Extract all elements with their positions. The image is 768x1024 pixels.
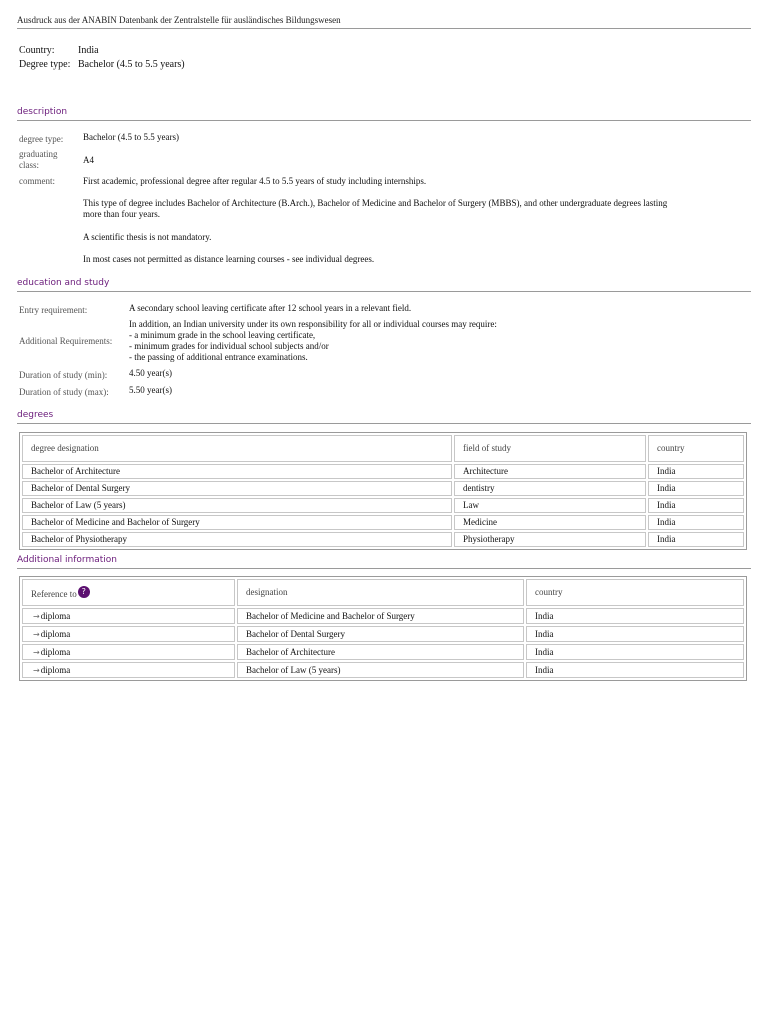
additional-requirements-label: Additional Requirements: [19, 336, 113, 346]
arrow-right-icon: → [33, 629, 40, 639]
desc-degree-type-label: degree type: [19, 134, 64, 144]
graduating-class-label-2: class: [19, 160, 39, 170]
degree-country: India [648, 498, 744, 513]
degree-country: India [648, 532, 744, 547]
comment-paragraph-4: In most cases not permitted as distance learning courses - see individual degrees. [83, 254, 375, 264]
degree-designation: Bachelor of Dental Surgery [22, 481, 452, 496]
arrow-right-icon: → [33, 665, 40, 675]
field-of-study: Architecture [454, 464, 646, 479]
entry-requirement-label: Entry requirement: [19, 305, 88, 315]
comment-paragraph-2-line-1: This type of degree includes Bachelor of Architecture (B.Arch.), Bachelor of Medicine and Bachelor of Surgery (MBBS), and other undergraduate degrees lasting [83, 198, 668, 208]
degree-type-value: Bachelor (4.5 to 5.5 years) [78, 59, 185, 70]
reference-cell [22, 644, 235, 660]
duration-min-label: Duration of study (min): [19, 370, 108, 380]
duration-max-value: 5.50 year(s) [129, 385, 172, 395]
table-row[interactable] [22, 464, 744, 479]
duration-max-label: Duration of study (max): [19, 387, 109, 397]
comment-label: comment: [19, 176, 55, 186]
degree-designation: Bachelor of Law (5 years) [22, 498, 452, 513]
diploma-link[interactable]: diploma [40, 610, 71, 621]
table-row[interactable] [22, 515, 744, 530]
reference-designation: Bachelor of Medicine and Bachelor of Surgery [237, 608, 524, 624]
degree-country: India [648, 464, 744, 479]
section-title-description: description [17, 107, 751, 121]
degree-designation: Bachelor of Medicine and Bachelor of Surgery [22, 515, 452, 530]
additional-header-country: country [526, 579, 744, 606]
summary-block [19, 44, 185, 72]
diploma-link[interactable]: diploma [40, 628, 71, 639]
reference-cell [22, 626, 235, 642]
diploma-link[interactable]: diploma [40, 664, 71, 675]
print-header: Ausdruck aus der ANABIN Datenbank der Zentralstelle für ausländisches Bildungswesen [17, 15, 751, 29]
degrees-header-row [22, 435, 744, 462]
degrees-header-field: field of study [454, 435, 646, 462]
field-of-study: Law [454, 498, 646, 513]
additional-table-box [19, 576, 747, 681]
summary-country-row [19, 44, 185, 58]
reference-cell [22, 662, 235, 678]
reference-designation: Bachelor of Law (5 years) [237, 662, 524, 678]
table-row [22, 644, 744, 660]
graduating-class-label-1: graduating [19, 149, 58, 159]
reference-designation: Bachelor of Dental Surgery [237, 626, 524, 642]
field-of-study: Physiotherapy [454, 532, 646, 547]
reference-country: India [526, 626, 744, 642]
comment-paragraph-3: A scientific thesis is not mandatory. [83, 232, 212, 242]
section-title-degrees: degrees [17, 410, 751, 424]
reference-cell [22, 608, 235, 624]
arrow-right-icon: → [33, 647, 40, 657]
additional-requirements-line-2: - a minimum grade in the school leaving certificate, [129, 330, 316, 340]
help-icon[interactable]: ? [78, 586, 90, 598]
reference-country: India [526, 608, 744, 624]
duration-min-value: 4.50 year(s) [129, 368, 172, 378]
graduating-class-value: A4 [83, 155, 94, 165]
reference-designation: Bachelor of Architecture [237, 644, 524, 660]
degree-country: India [648, 481, 744, 496]
additional-header-designation: designation [237, 579, 524, 606]
additional-header-row [22, 579, 744, 606]
diploma-link[interactable]: diploma [40, 646, 71, 657]
table-row[interactable] [22, 498, 744, 513]
desc-degree-type-value: Bachelor (4.5 to 5.5 years) [83, 132, 179, 142]
table-row[interactable] [22, 481, 744, 496]
degrees-table-box [19, 432, 747, 550]
additional-header-reference [22, 579, 235, 606]
table-row[interactable] [22, 532, 744, 547]
section-title-additional-information: Additional information [17, 555, 751, 569]
reference-country: India [526, 644, 744, 660]
additional-requirements-line-4: - the passing of additional entrance examinations. [129, 352, 308, 362]
comment-paragraph-1: First academic, professional degree after regular 4.5 to 5.5 years of study including internships. [83, 176, 427, 186]
degree-country: India [648, 515, 744, 530]
arrow-right-icon: → [33, 611, 40, 621]
reference-country: India [526, 662, 744, 678]
degrees-header-designation: degree designation [22, 435, 452, 462]
section-title-education: education and study [17, 278, 751, 292]
additional-table [20, 577, 746, 680]
table-row [22, 626, 744, 642]
table-row [22, 608, 744, 624]
degrees-header-country: country [648, 435, 744, 462]
additional-requirements-line-3: - minimum grades for individual school subjects and/or [129, 341, 329, 351]
degree-type-label: Degree type: [19, 59, 71, 70]
reference-to-label: Reference to [31, 588, 77, 599]
field-of-study: Medicine [454, 515, 646, 530]
comment-paragraph-2-line-2: more than four years. [83, 209, 160, 219]
entry-requirement-value: A secondary school leaving certificate after 12 school years in a relevant field. [129, 303, 412, 313]
country-value: India [78, 45, 99, 56]
field-of-study: dentistry [454, 481, 646, 496]
additional-requirements-line-1: In addition, an Indian university under its own responsibility for all or individual courses may require: [129, 319, 497, 329]
country-label: Country: [19, 45, 55, 56]
degree-designation: Bachelor of Physiotherapy [22, 532, 452, 547]
summary-degree-type-row [19, 58, 185, 72]
degree-designation: Bachelor of Architecture [22, 464, 452, 479]
table-row [22, 662, 744, 678]
degrees-table [20, 433, 746, 549]
